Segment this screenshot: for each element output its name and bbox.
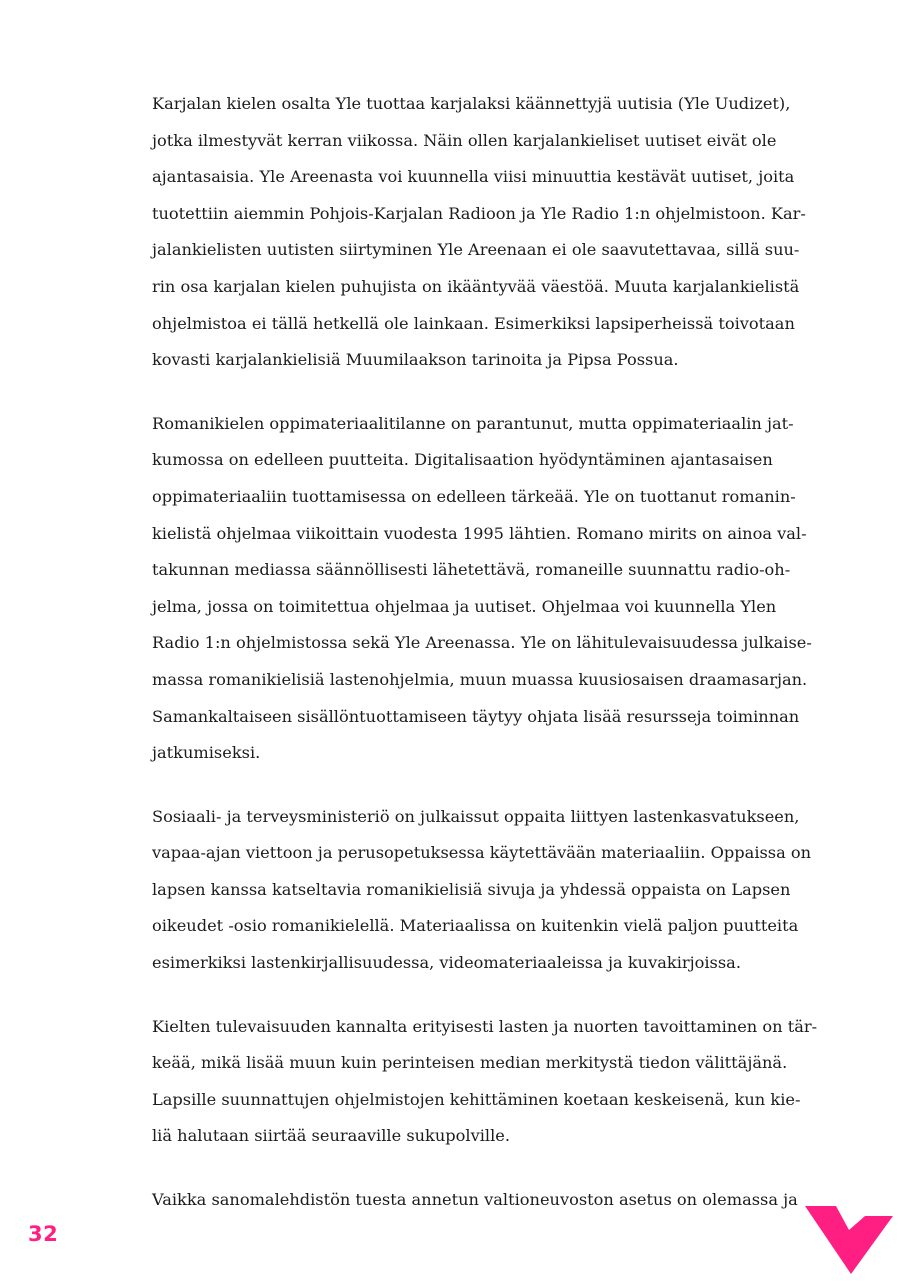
text-line: Romanikielen oppimateriaalitilanne on parantunut, mutta oppimateriaalin jat- — [152, 413, 794, 433]
text-line: lapsen kanssa katseltavia romanikielisiä sivuja ja yhdessä oppaista on Lapsen — [152, 879, 791, 899]
v-chevron-icon — [805, 1206, 893, 1276]
text-line: kielistä ohjelmaa viikoittain vuodesta 1995 lähtien. Romano mirits on ainoa val- — [152, 523, 807, 543]
text-line: Samankaltaiseen sisällöntuottamiseen täytyy ohjata lisää resursseja toiminnan — [152, 706, 800, 726]
text-line: liä halutaan siirtää seuraaville sukupolville. — [152, 1126, 510, 1146]
text-line: rin osa karjalan kielen puhujista on ikääntyvää väestöä. Muuta karjalankielistä — [152, 276, 800, 296]
text-line: tuotettiin aiemmin Pohjois-Karjalan Radioon ja Yle Radio 1:n ohjelmistoon. Kar- — [152, 203, 806, 223]
text-line: takunnan mediassa säännöllisesti lähetettävä, romaneille suunnattu radio-oh- — [152, 560, 791, 580]
paragraph — [152, 86, 832, 379]
paragraph — [152, 406, 832, 772]
paragraph — [152, 799, 832, 982]
text-line: massa romanikielisiä lastenohjelmia, muun muassa kuusiosaisen draamasarjan. — [152, 669, 808, 689]
body-text — [152, 86, 832, 1246]
text-line: Lapsille suunnattujen ohjelmistojen kehittäminen koetaan keskeisenä, kun kie- — [152, 1089, 801, 1109]
page-number: 32 — [28, 1222, 59, 1246]
paragraph — [152, 1009, 832, 1155]
text-line: esimerkiksi lastenkirjallisuudessa, videomateriaaleissa ja kuvakirjoissa. — [152, 953, 741, 973]
text-line: jalankielisten uutisten siirtyminen Yle Areenaan ei ole saavutettavaa, sillä suu- — [152, 240, 800, 260]
text-line: kovasti karjalankielisiä Muumilaakson tarinoita ja Pipsa Possua. — [152, 350, 679, 370]
text-line: Radio 1:n ohjelmistossa sekä Yle Areenassa. Yle on lähitulevaisuudessa julkaise- — [152, 633, 812, 653]
paragraph — [152, 1182, 832, 1219]
text-line: ajantasaisia. Yle Areenasta voi kuunnella viisi minuuttia kestävät uutiset, joita — [152, 167, 795, 187]
text-line: keää, mikä lisää muun kuin perinteisen median merkitystä tiedon välittäjänä. — [152, 1053, 788, 1073]
text-line: vapaa-ajan viettoon ja perusopetuksessa käytettävään materiaaliin. Oppaissa on — [152, 843, 812, 863]
text-line: jatkumiseksi. — [152, 743, 261, 763]
text-line: ohjelmistoa ei tällä hetkellä ole lainkaan. Esimerkiksi lapsiperheissä toivotaan — [152, 313, 795, 333]
text-line: Karjalan kielen osalta Yle tuottaa karjalaksi käännettyjä uutisia (Yle Uudizet), — [152, 94, 791, 113]
text-line: jotka ilmestyvät kerran viikossa. Näin ollen karjalankieliset uutiset eivät ole — [152, 130, 777, 150]
text-line: Sosiaali- ja terveysministeriö on julkaissut oppaita liittyen lastenkasvatukseen, — [152, 806, 800, 826]
text-line: jelma, jossa on toimitettua ohjelmaa ja uutiset. Ohjelmaa voi kuunnella Ylen — [152, 596, 777, 616]
text-line: oikeudet -osio romanikielellä. Materiaalissa on kuitenkin vielä paljon puutteita — [152, 916, 799, 936]
text-line: oppimateriaaliin tuottamisessa on edelleen tärkeää. Yle on tuottanut romanin- — [152, 486, 796, 506]
text-line: Vaikka sanomalehdistön tuesta annetun valtioneuvoston asetus on olemassa ja — [152, 1190, 798, 1210]
text-line: kumossa on edelleen puutteita. Digitalisaation hyödyntäminen ajantasaisen — [152, 450, 773, 470]
text-line: Kielten tulevaisuuden kannalta erityisesti lasten ja nuorten tavoittaminen on tär- — [152, 1016, 818, 1036]
